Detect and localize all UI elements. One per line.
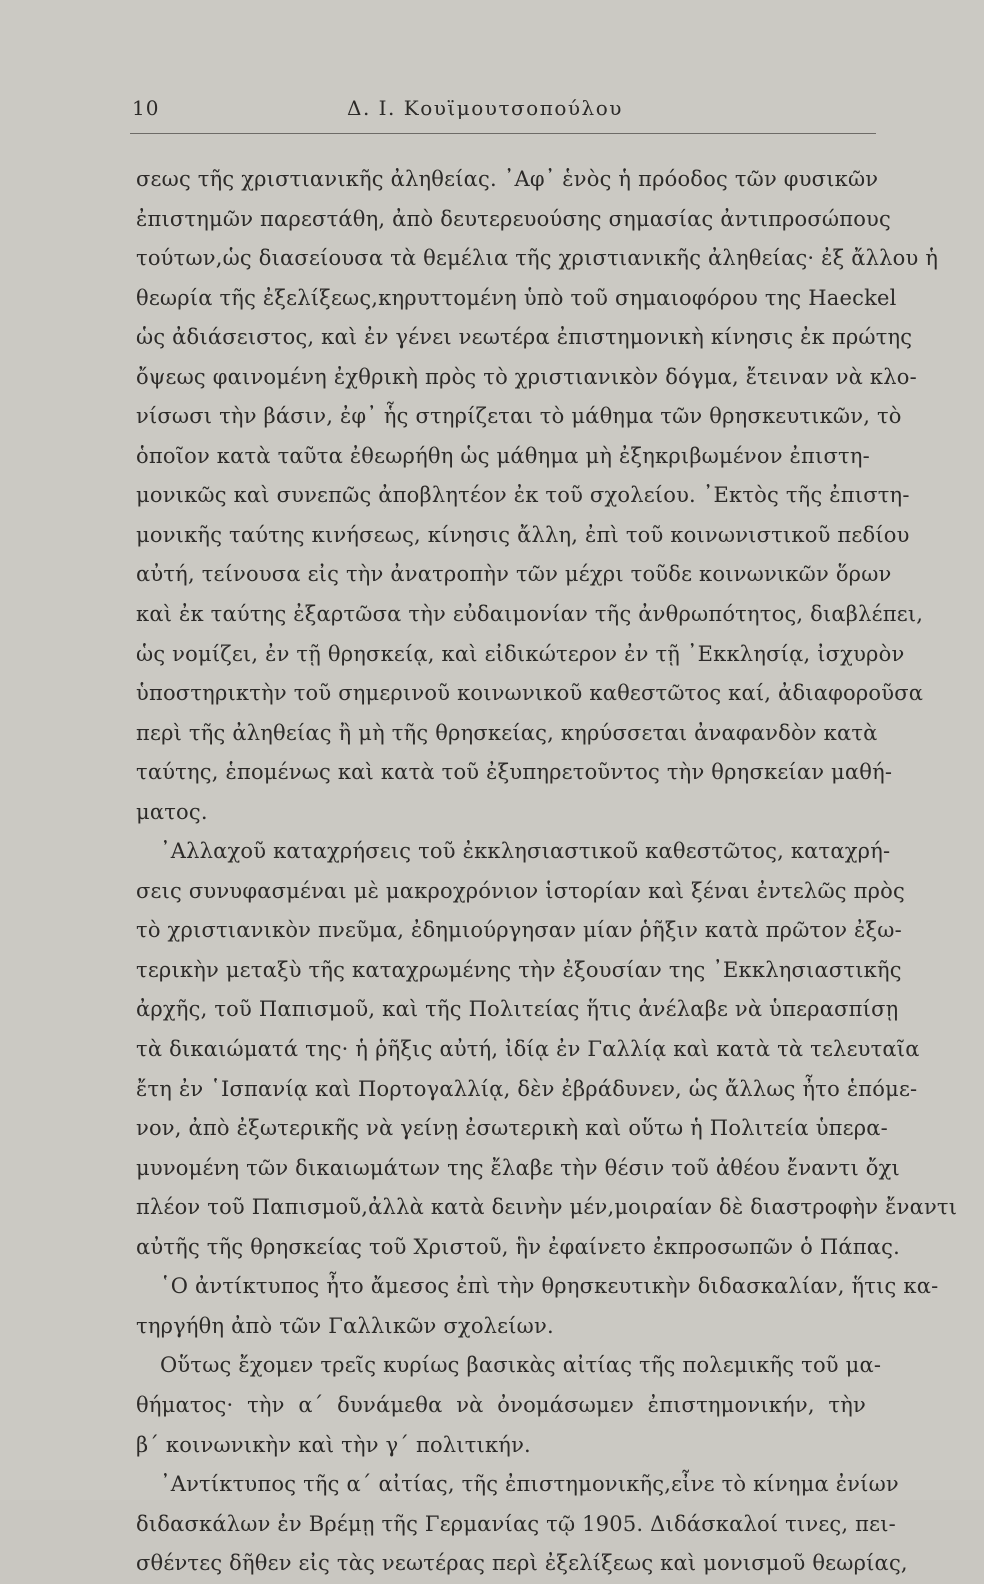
text-line: τερικὴν μεταξὺ τῆς καταχρωμένης τὴν ἐξουσίαν της ᾿Εκκλησιαστικῆς xyxy=(136,957,902,982)
running-head: Δ. Ι. Κουϊμουτσοπούλου xyxy=(347,96,623,120)
text-line: θήματος· τὴν α΄ δυνάμεθα νὰ ὀνομάσωμεν ἐπιστημονικήν, τὴν xyxy=(136,1392,866,1417)
text-line: αὐτῆς τῆς θρησκείας τοῦ Χριστοῦ, ἣν ἐφαίνετο ἐκπροσωπῶν ὁ Πάπας. xyxy=(136,1234,900,1259)
text-line: νίσωσι τὴν βάσιν, ἐφ᾿ ἧς στηρίζεται τὸ μάθημα τῶν θρησκευτικῶν, τὸ xyxy=(136,404,902,429)
text-line: ἐπιστημῶν παρεστάθη, ἀπὸ δευτερευούσης σημασίας ἀντιπροσώπους xyxy=(136,206,891,231)
text-line: ὑποστηρικτὴν τοῦ σημερινοῦ κοινωνικοῦ καθεστῶτος καί, ἀδιαφοροῦσα xyxy=(136,681,924,706)
page-number: 10 xyxy=(132,96,160,120)
text-line: σθέντες δῆθεν εἰς τὰς νεωτέρας περὶ ἐξελίξεως καὶ μονισμοῦ θεωρίας, xyxy=(136,1551,908,1576)
text-line: πλέον τοῦ Παπισμοῦ,ἀλλὰ κατὰ δεινὴν μέν,μοιραίαν δὲ διαστροφὴν ἔναντι xyxy=(136,1195,958,1220)
text-line: Οὕτως ἔχομεν τρεῖς κυρίως βασικὰς αἰτίας τῆς πολεμικῆς τοῦ μα- xyxy=(160,1353,882,1378)
page-header xyxy=(132,96,877,130)
text-line: ὁποῖον κατὰ ταῦτα ἐθεωρήθη ὡς μάθημα μὴ ἐξηκριβωμένον ἐπιστη- xyxy=(136,443,870,468)
text-line: ὡς ἀδιάσειστος, καὶ ἐν γένει νεωτέρα ἐπιστημονικὴ κίνησις ἐκ πρώτης xyxy=(136,325,913,350)
text-line: καὶ ἐκ ταύτης ἐξαρτῶσα τὴν εὐδαιμονίαν τῆς ἀνθρωπότητος, διαβλέπει, xyxy=(136,602,924,627)
text-line: ἀρχῆς, τοῦ Παπισμοῦ, καὶ τῆς Πολιτείας ἥτις ἀνέλαβε νὰ ὑπερασπίσῃ xyxy=(136,997,899,1022)
text-line: ταύτης, ἑπομένως καὶ κατὰ τοῦ ἐξυπηρετοῦντος τὴν θρησκείαν μαθή- xyxy=(136,760,893,785)
text-line: τηργήθη ἀπὸ τῶν Γαλλικῶν σχολείων. xyxy=(136,1313,554,1338)
text-line: μονικῶς καὶ συνεπῶς ἀποβλητέον ἐκ τοῦ σχολείου. ᾿Εκτὸς τῆς ἐπιστη- xyxy=(136,483,910,508)
text-line: ματος. xyxy=(136,799,208,824)
header-rule xyxy=(130,133,876,134)
text-line: ὡς νομίζει, ἐν τῇ θρησκείᾳ, καὶ εἰδικώτερον ἐν τῇ ᾿Εκκλησίᾳ, ἰσχυρὸν xyxy=(136,641,905,666)
text-line: ῾Ο ἀντίκτυπος ἦτο ἄμεσος ἐπὶ τὴν θρησκευτικὴν διδασκαλίαν, ἥτις κα- xyxy=(160,1274,939,1299)
text-line: περὶ τῆς ἀληθείας ἢ μὴ τῆς θρησκείας, κηρύσσεται ἀναφανδὸν κατὰ xyxy=(136,720,878,745)
text-line: τὸ χριστιανικὸν πνεῦμα, ἐδημιούργησαν μίαν ῥῆξιν κατὰ πρῶτον ἐξω- xyxy=(136,918,902,943)
text-line: θεωρία τῆς ἐξελίξεως,κηρυττομένη ὑπὸ τοῦ σημαιοφόρου της Haeckel xyxy=(136,285,897,310)
text-line: μυνομένη τῶν δικαιωμάτων της ἔλαβε τὴν θέσιν τοῦ ἀθέου ἔναντι ὄχι xyxy=(136,1155,900,1180)
text-line: ὄψεως φαινομένη ἐχθρικὴ πρὸς τὸ χριστιανικὸν δόγμα, ἔτειναν νὰ κλο- xyxy=(136,364,917,389)
text-line: ἔτη ἐν ῾Ισπανίᾳ καὶ Πορτογαλλίᾳ, δὲν ἐβράδυνεν, ὡς ἄλλως ἦτο ἑπόμε- xyxy=(136,1076,918,1101)
text-line: τούτων,ὡς διασείουσα τὰ θεμέλια τῆς χριστιανικῆς ἀληθείας· ἐξ ἄλλου ἡ xyxy=(136,246,939,271)
text-line: σεως τῆς χριστιανικῆς ἀληθείας. ᾿Αφ᾿ ἑνὸς ἡ πρόοδος τῶν φυσικῶν xyxy=(136,167,879,191)
text-line: νον, ἀπὸ ἐξωτερικῆς νὰ γείνῃ ἐσωτερικὴ καὶ οὕτω ἡ Πολιτεία ὑπερα- xyxy=(136,1116,888,1141)
text-line: ᾿Αντίκτυπος τῆς α΄ αἰτίας, τῆς ἐπιστημονικῆς,εἶνε τὸ κίνημα ἐνίων xyxy=(160,1472,899,1497)
body-text xyxy=(136,160,958,1584)
text-line: αὐτή, τείνουσα εἰς τὴν ἀνατροπὴν τῶν μέχρι τοῦδε κοινωνικῶν ὅρων xyxy=(136,562,892,587)
text-line: β΄ κοινωνικὴν καὶ τὴν γ΄ πολιτικήν. xyxy=(136,1432,531,1457)
text-line: σεις συνυφασμέναι μὲ μακροχρόνιον ἱστορίαν καὶ ξέναι ἐντελῶς πρὸς xyxy=(136,878,905,903)
text-line: μονικῆς ταύτης κινήσεως, κίνησις ἄλλη, ἐπὶ τοῦ κοινωνιστικοῦ πεδίου xyxy=(136,522,910,547)
text-line: διδασκάλων ἐν Βρέμῃ τῆς Γερμανίας τῷ 1905. Διδάσκαλοί τινες, πει- xyxy=(136,1511,896,1536)
text-line: ᾿Αλλαχοῦ καταχρήσεις τοῦ ἐκκλησιαστικοῦ καθεστῶτος, καταχρή- xyxy=(160,839,891,864)
text-line: τὰ δικαιώματά της· ἡ ῥῆξις αὐτή, ἰδίᾳ ἐν Γαλλίᾳ καὶ κατὰ τὰ τελευταῖα xyxy=(136,1037,920,1062)
